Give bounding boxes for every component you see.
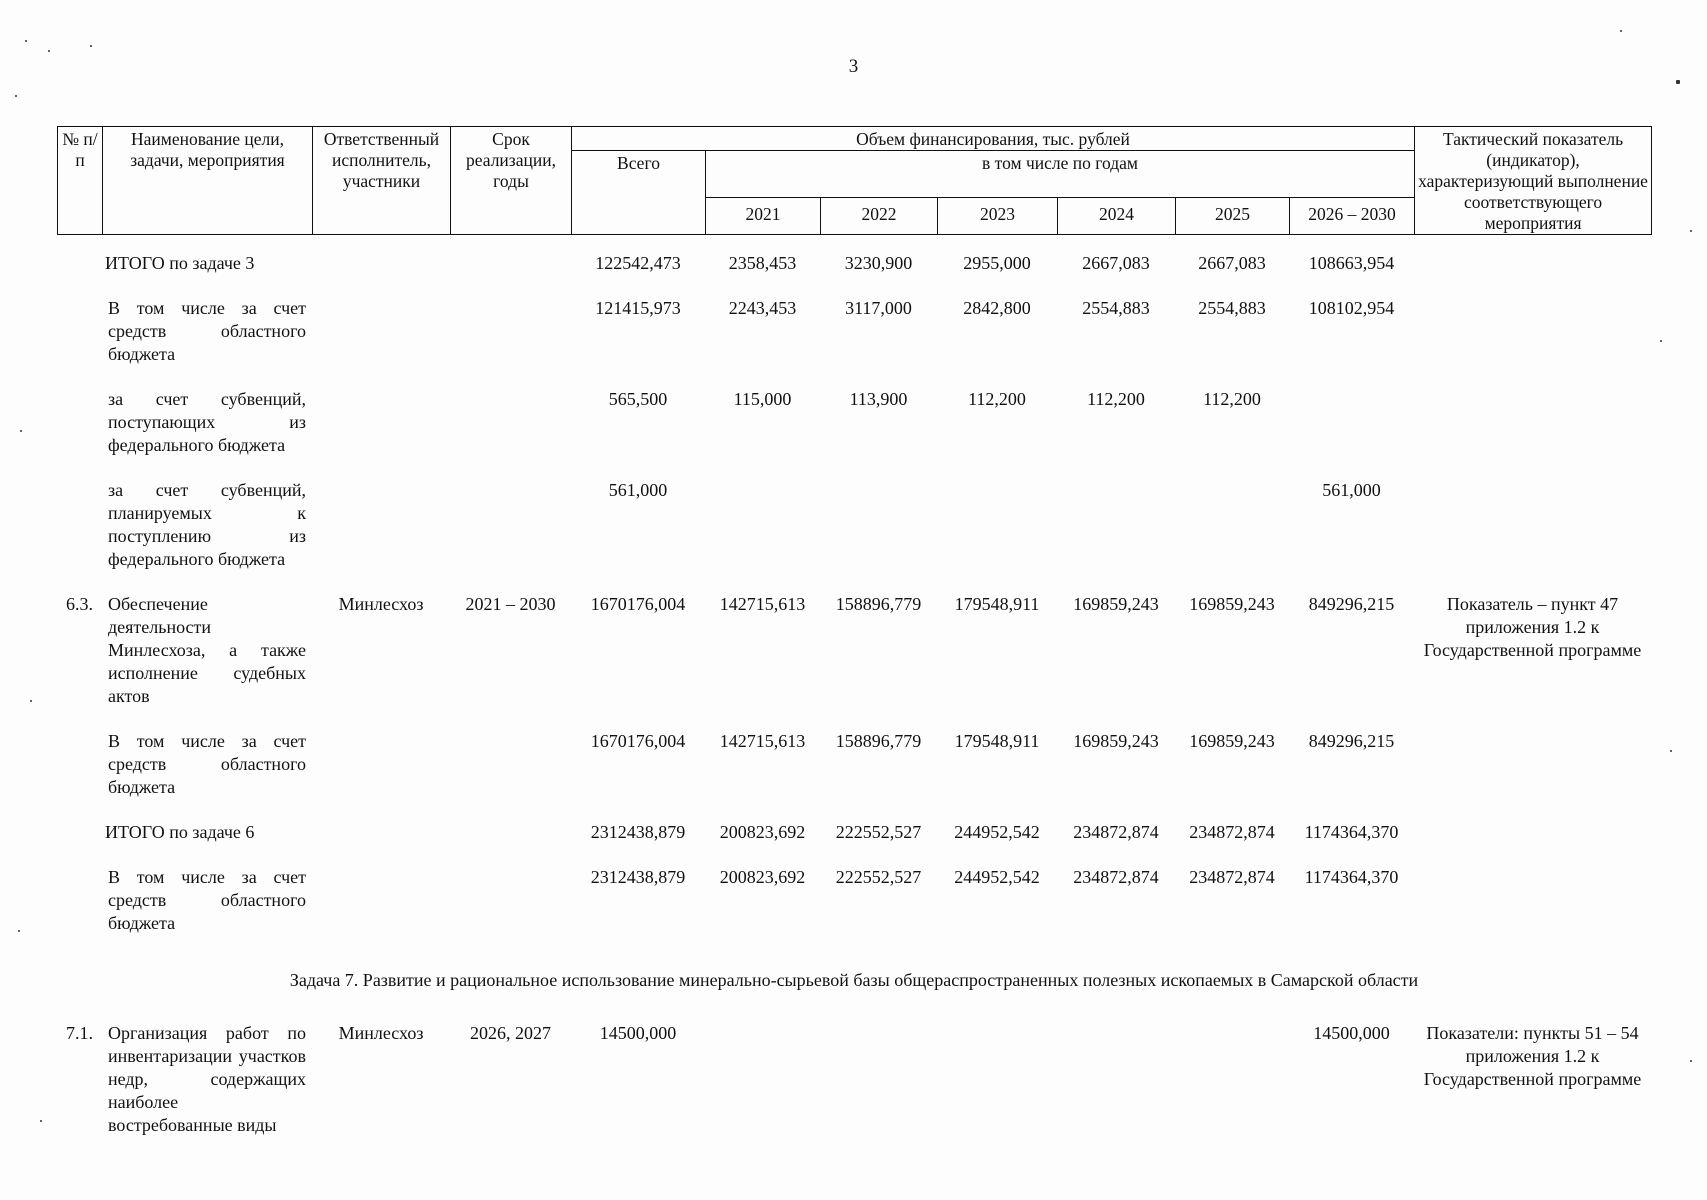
row-2026-2030: 1174364,370 bbox=[1304, 822, 1399, 842]
row-2022: 158896,779 bbox=[835, 594, 922, 614]
header-year: 2025 bbox=[1176, 198, 1290, 235]
row-2023: 244952,542 bbox=[954, 867, 1040, 887]
row-name: Обеспечение деятельности Минлесхоза, а также исполнение судебных актов bbox=[108, 594, 306, 706]
row-2025 bbox=[1175, 479, 1289, 593]
row-responsible bbox=[312, 252, 450, 297]
row-period: 2021 – 2030 bbox=[465, 594, 556, 614]
header-year: 2023 bbox=[938, 198, 1058, 235]
row-2024 bbox=[1057, 1022, 1175, 1147]
row-total: 1670176,004 bbox=[590, 731, 686, 751]
row-2021 bbox=[705, 479, 820, 593]
row-2025: 2554,883 bbox=[1198, 298, 1266, 318]
row-2023: 179548,911 bbox=[954, 594, 1040, 614]
row-total: 565,500 bbox=[608, 389, 668, 409]
row-total: 14500,000 bbox=[599, 1023, 677, 1043]
row-number bbox=[57, 821, 102, 866]
row-name: В том числе за счет средств областного бюджета bbox=[108, 867, 306, 933]
row-2022: 3117,000 bbox=[845, 298, 912, 318]
row-2024 bbox=[1057, 479, 1175, 593]
row-indicator bbox=[1414, 297, 1651, 388]
row-name: Организация работ по инвентаризации участков недр, содержащих наиболее востребованные виды bbox=[108, 1023, 306, 1135]
row-2025: 234872,874 bbox=[1189, 822, 1275, 842]
row-2021: 142715,613 bbox=[719, 594, 806, 614]
row-indicator bbox=[1414, 821, 1651, 866]
row-2024: 2554,883 bbox=[1082, 298, 1150, 318]
header-year: 2021 bbox=[706, 198, 821, 235]
row-responsible bbox=[312, 297, 450, 388]
header-year: 2024 bbox=[1058, 198, 1176, 235]
table-row bbox=[57, 1022, 1651, 1147]
row-2025: 169859,243 bbox=[1189, 594, 1275, 614]
row-name: В том числе за счет средств областного бюджета bbox=[108, 298, 306, 364]
row-2024: 112,200 bbox=[1087, 389, 1145, 409]
row-2022: 222552,527 bbox=[835, 822, 922, 842]
table-row bbox=[57, 252, 1651, 297]
row-responsible bbox=[312, 388, 450, 479]
row-indicator bbox=[1414, 252, 1651, 297]
row-2025: 2667,083 bbox=[1198, 253, 1266, 273]
row-responsible bbox=[312, 479, 450, 593]
row-2025 bbox=[1175, 1022, 1289, 1147]
row-2023 bbox=[937, 1022, 1057, 1147]
row-period bbox=[450, 297, 571, 388]
row-responsible bbox=[312, 866, 450, 957]
header-num: № п/п bbox=[58, 127, 103, 235]
row-responsible: Минлесхоз bbox=[338, 1023, 424, 1043]
row-number: 7.1. bbox=[66, 1023, 93, 1043]
header-funding: Объем финансирования, тыс. рублей bbox=[572, 127, 1415, 151]
row-2021: 2358,453 bbox=[728, 253, 797, 273]
header-indicator: Тактический показатель (индикатор), характеризующий выполнение соответствующего мероприятия bbox=[1415, 127, 1652, 235]
table-row bbox=[57, 297, 1651, 388]
row-name: за счет субвенций, поступающих из федерального бюджета bbox=[108, 389, 306, 455]
row-number bbox=[57, 479, 102, 593]
row-total: 2312438,879 bbox=[590, 867, 686, 887]
row-period: 2026, 2027 bbox=[470, 1023, 551, 1043]
row-period bbox=[450, 252, 571, 297]
table-row bbox=[57, 388, 1651, 479]
page-number: 3 bbox=[848, 56, 859, 77]
table-header bbox=[57, 126, 1652, 235]
row-2023: 2842,800 bbox=[963, 298, 1031, 318]
row-2026-2030: 849296,215 bbox=[1308, 731, 1395, 751]
header-year: 2022 bbox=[821, 198, 938, 235]
row-indicator: Показатели: пункты 51 – 54 приложения 1.2 к Государственной программе bbox=[1423, 1023, 1642, 1089]
row-2026-2030: 849296,215 bbox=[1308, 594, 1395, 614]
row-2024: 234872,874 bbox=[1073, 867, 1159, 887]
row-indicator bbox=[1414, 730, 1651, 821]
table-row bbox=[57, 866, 1651, 957]
table-row bbox=[57, 479, 1651, 593]
row-total: 122542,473 bbox=[595, 253, 681, 273]
row-2021: 200823,692 bbox=[719, 867, 806, 887]
row-2026-2030: 14500,000 bbox=[1313, 1023, 1390, 1043]
row-2023: 2955,000 bbox=[963, 253, 1031, 273]
row-number bbox=[57, 730, 102, 821]
row-name: ИТОГО по задаче 6 bbox=[105, 822, 255, 842]
row-2021: 200823,692 bbox=[719, 822, 806, 842]
header-name: Наименование цели, задачи, мероприятия bbox=[103, 127, 313, 235]
row-total: 1670176,004 bbox=[590, 594, 686, 614]
row-period bbox=[450, 821, 571, 866]
row-2025: 112,200 bbox=[1203, 389, 1261, 409]
row-period bbox=[450, 730, 571, 821]
row-2023: 244952,542 bbox=[954, 822, 1040, 842]
row-responsible: Минлесхоз bbox=[338, 594, 424, 614]
header-responsible: Ответственный исполнитель, участники bbox=[313, 127, 451, 235]
row-number bbox=[57, 388, 102, 479]
row-name: ИТОГО по задаче 3 bbox=[105, 253, 255, 273]
row-number bbox=[57, 297, 102, 388]
row-name: В том числе за счет средств областного бюджета bbox=[108, 731, 306, 797]
row-2021: 115,000 bbox=[733, 389, 792, 409]
row-2021: 142715,613 bbox=[719, 731, 806, 751]
row-indicator bbox=[1414, 866, 1651, 957]
table-row bbox=[57, 821, 1651, 866]
row-2022 bbox=[820, 479, 937, 593]
row-2022: 113,900 bbox=[849, 389, 908, 409]
header-total: Всего bbox=[572, 151, 706, 235]
row-period bbox=[450, 479, 571, 593]
row-total: 2312438,879 bbox=[590, 822, 686, 842]
row-2026-2030: 1174364,370 bbox=[1304, 867, 1399, 887]
row-responsible bbox=[312, 821, 450, 866]
funding-table bbox=[57, 252, 1651, 1147]
row-2021: 2243,453 bbox=[728, 298, 797, 318]
table-row bbox=[57, 730, 1651, 821]
header-by-years: в том числе по годам bbox=[706, 151, 1415, 198]
row-2026-2030: 108102,954 bbox=[1308, 298, 1395, 318]
header-period: Срок реализации, годы bbox=[451, 127, 572, 235]
task-7-heading: Задача 7. Развитие и рациональное использование минерально-сырьевой базы общераспространенных полезных ископаемых в Самарской области bbox=[289, 970, 1419, 990]
row-period bbox=[450, 866, 571, 957]
row-responsible bbox=[312, 730, 450, 821]
row-name: за счет субвенций, планируемых к поступлению из федерального бюджета bbox=[108, 480, 306, 569]
row-2024: 169859,243 bbox=[1073, 594, 1159, 614]
row-2022: 222552,527 bbox=[835, 867, 922, 887]
row-total: 561,000 bbox=[608, 480, 668, 500]
row-2023: 112,200 bbox=[968, 389, 1026, 409]
row-2024: 169859,243 bbox=[1073, 731, 1159, 751]
row-2022: 158896,779 bbox=[835, 731, 922, 751]
row-number: 6.3. bbox=[66, 594, 93, 614]
row-indicator bbox=[1414, 388, 1651, 479]
row-2021 bbox=[705, 1022, 820, 1147]
row-2024: 234872,874 bbox=[1073, 822, 1159, 842]
row-number bbox=[57, 252, 102, 297]
row-2026-2030: 108663,954 bbox=[1308, 253, 1395, 273]
row-period bbox=[450, 388, 571, 479]
row-2023 bbox=[937, 479, 1057, 593]
row-indicator: Показатель – пункт 47 приложения 1.2 к Государственной программе bbox=[1423, 594, 1642, 660]
row-2024: 2667,083 bbox=[1082, 253, 1150, 273]
header-year: 2026 – 2030 bbox=[1290, 198, 1415, 235]
table-row bbox=[57, 593, 1651, 730]
row-2022 bbox=[820, 1022, 937, 1147]
row-2025: 169859,243 bbox=[1189, 731, 1275, 751]
row-total: 121415,973 bbox=[595, 298, 681, 318]
row-2023: 179548,911 bbox=[954, 731, 1040, 751]
row-2022: 3230,900 bbox=[844, 253, 913, 273]
row-2025: 234872,874 bbox=[1189, 867, 1275, 887]
row-indicator bbox=[1414, 479, 1651, 593]
row-2026-2030: 561,000 bbox=[1322, 480, 1381, 500]
row-2026-2030 bbox=[1289, 388, 1414, 479]
row-number bbox=[57, 866, 102, 957]
